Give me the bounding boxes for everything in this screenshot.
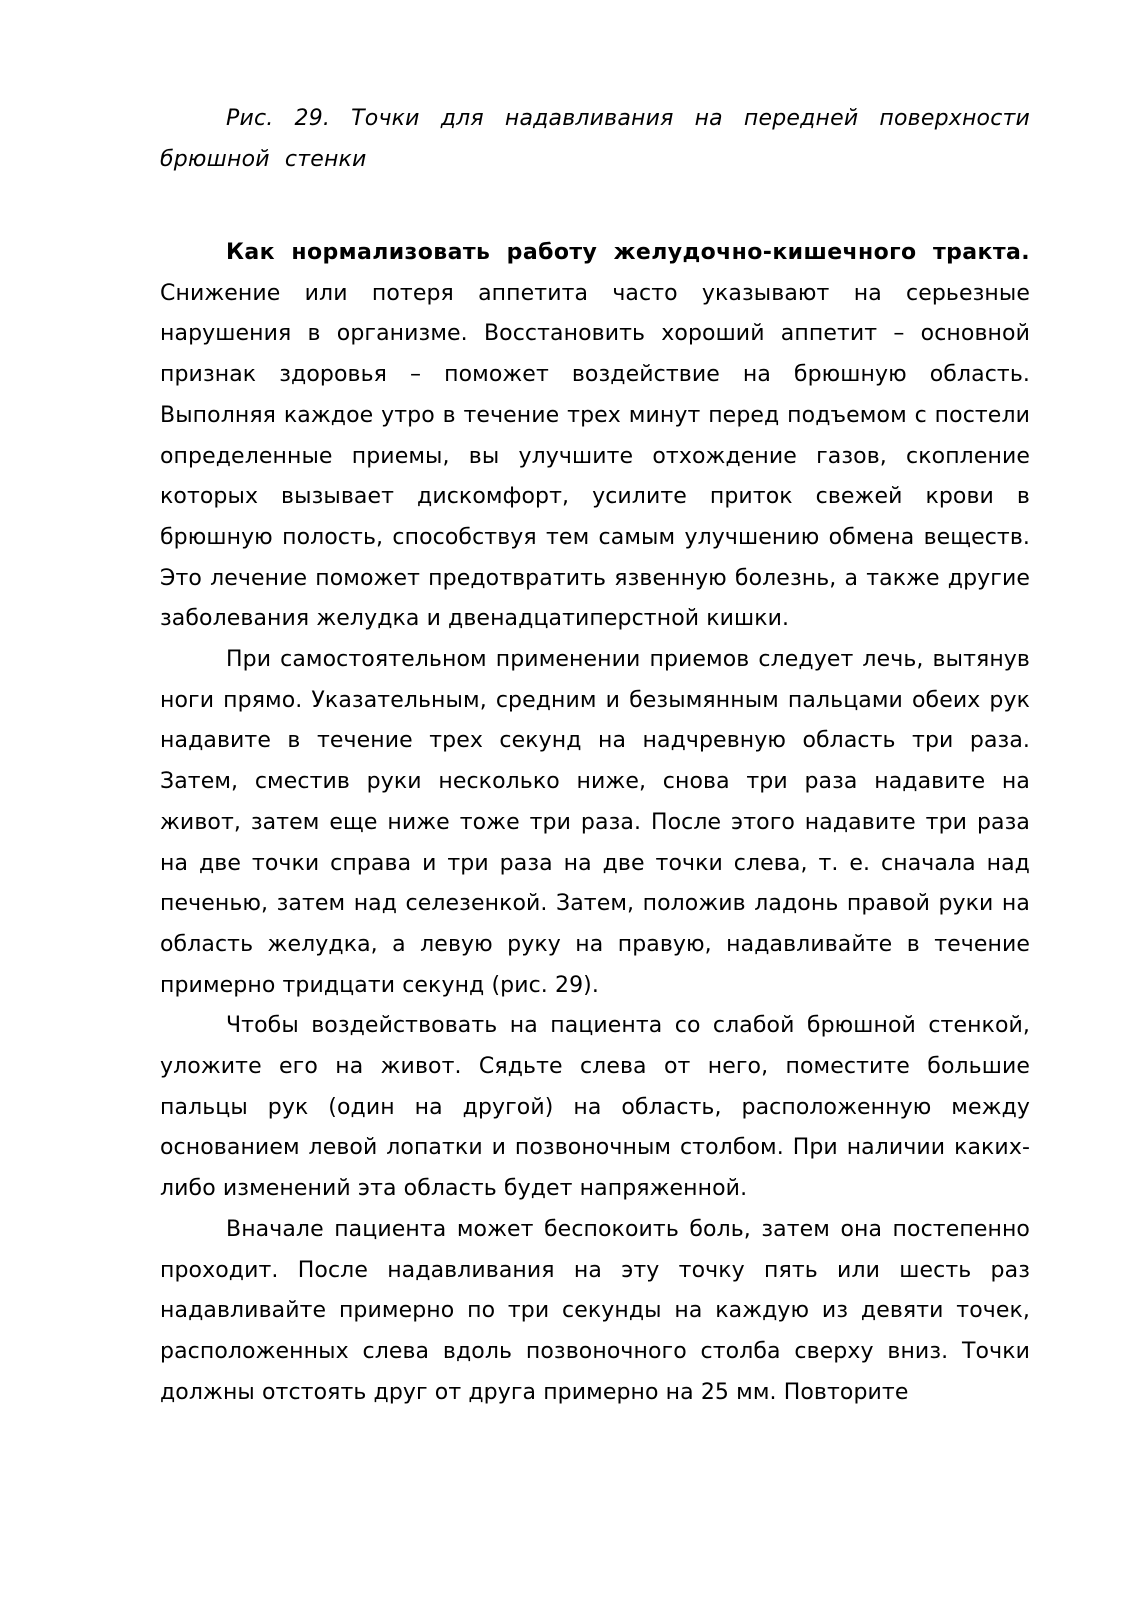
paragraph-1 [160, 233, 1030, 640]
section-heading: Как нормализовать работу желудочно-кишечного тракта. [226, 240, 1030, 265]
paragraph-4: Вначале пациента может беспокоить боль, затем она постепенно проходит. После надавливания на эту точку пять или шесть раз надавливайте примерно по три секунды на каждую из девяти точек, расположенных слева вдоль позвоночного столба сверху вниз. Точки должны отстоять друг от друга примерно на 25 мм. Повторите [160, 1216, 1030, 1405]
paragraph-2: При самостоятельном применении приемов следует лечь, вытянув ноги прямо. Указательным, средним и безымянным пальцами обеих рук надавите в течение трех секунд на надчревную область три раза. Затем, сместив руки несколько ниже, снова три раза надавите на живот, затем еще ниже тоже три раза. После этого надавите три раза на две точки справа и три раза на две точки слева, т. е. сначала над печенью, затем над селезенкой. Затем, положив ладонь правой руки на область желудка, а левую руку на правую, надавливайте в течение примерно тридцати секунд (рис. 29). [160, 647, 1030, 998]
document-body [160, 233, 1030, 1413]
paragraph-1-text: Снижение или потеря аппетита часто указывают на серьезные нарушения в организме. Восстановить хороший аппетит – основной признак здоровья – поможет воздействие на брюшную область. Выполняя каждое утро в течение трех минут перед подъемом с постели определенные приемы, вы улучшите отхождение газов, скопление которых вызывает дискомфорт, усилите приток свежей крови в брюшную полость, способствуя тем самым улучшению обмена веществ. Это лечение поможет предотвратить язвенную болезнь, а также другие заболевания желудка и двенадцатиперстной кишки. [160, 280, 1030, 632]
figure-caption: Рис. 29. Точки для надавливания на передней поверхности брюшной стенки [160, 106, 1030, 172]
document-page [160, 98, 1030, 1413]
paragraph-3: Чтобы воздействовать на пациента со слабой брюшной стенкой, уложите его на живот. Сядьте слева от него, поместите большие пальцы рук (один на другой) на область, расположенную между основанием левой лопатки и позвоночным столбом. При наличии каких-либо изменений эта область будет напряженной. [160, 1013, 1030, 1202]
